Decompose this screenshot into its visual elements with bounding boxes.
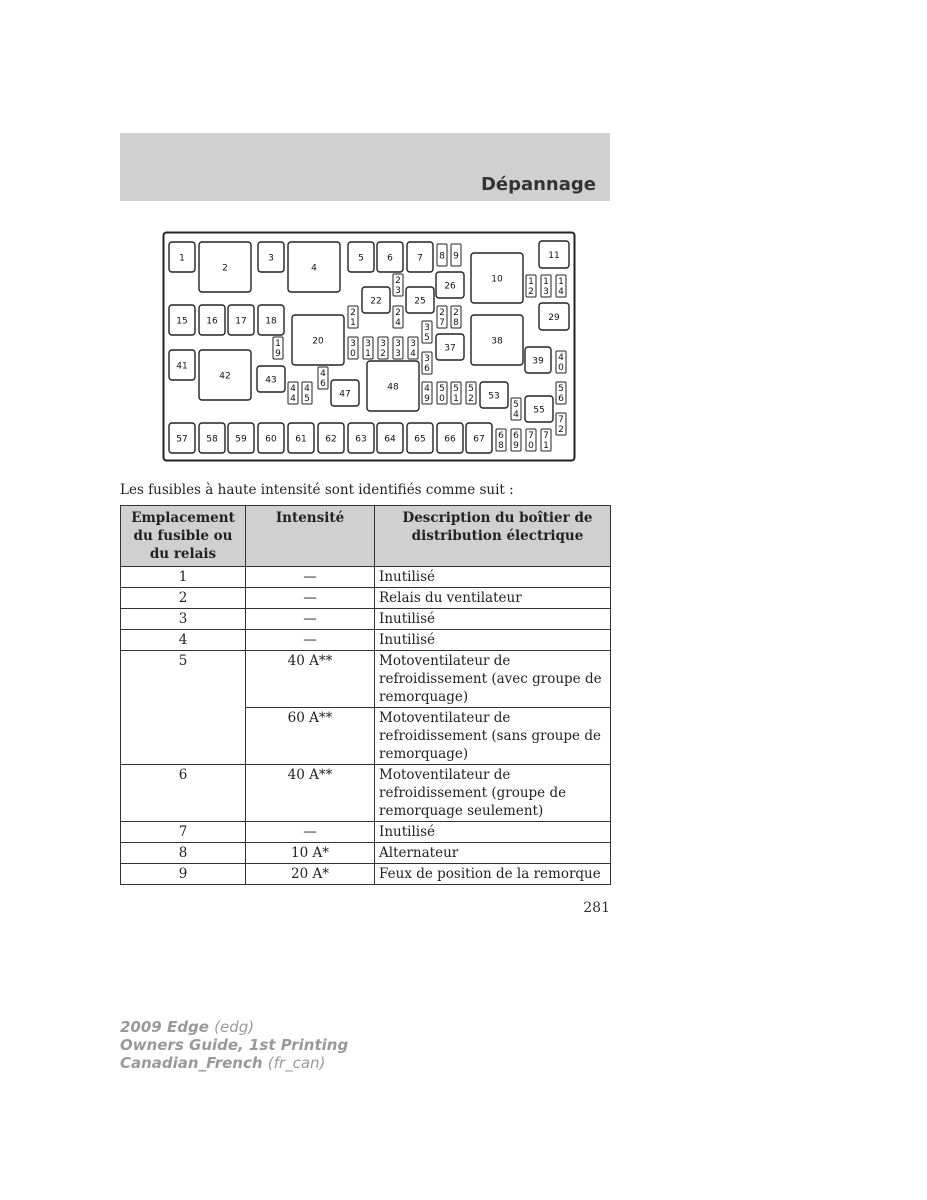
- fuse-slot-label: 2 3: [395, 276, 401, 296]
- cell-location: 7: [121, 822, 246, 843]
- fuse-slot-66: [437, 423, 463, 453]
- fuse-slot-label: 3 6: [424, 354, 430, 374]
- cell-amperage: 40 A**: [246, 651, 375, 708]
- fuse-slot-label: 37: [444, 343, 456, 354]
- table-row: [121, 588, 611, 609]
- fuse-slot-16: [199, 305, 225, 335]
- fuse-slot-label: 29: [548, 313, 560, 323]
- fuse-slot-32: [378, 337, 388, 359]
- cell-amperage: —: [246, 822, 375, 843]
- table-row: [121, 651, 611, 708]
- fuse-slot-label: 2: [222, 263, 228, 274]
- fuse-slot-1: [169, 242, 195, 272]
- cell-description: Inutilisé: [375, 630, 611, 651]
- fuse-slot-label: 4: [311, 263, 317, 274]
- fuse-slot-label: 60: [265, 434, 277, 445]
- fuse-box-diagram: [162, 231, 576, 462]
- fuse-slot-label: 3 4: [410, 339, 416, 359]
- fuse-slot-label: 62: [325, 434, 337, 445]
- fuse-slot-5: [348, 242, 374, 272]
- fuse-slot-51: [451, 382, 461, 404]
- fuse-slot-label: 65: [414, 434, 426, 445]
- fuse-slot-label: 41: [176, 361, 188, 372]
- fuse-slot-53: [480, 382, 508, 408]
- fuse-slot-36: [422, 352, 432, 374]
- fuse-slot-label: 7 0: [528, 431, 534, 451]
- table-row: [121, 822, 611, 843]
- fuse-slot-58: [199, 423, 225, 453]
- fuse-slot-25: [406, 287, 434, 313]
- fuse-slot-label: 7 1: [543, 431, 549, 451]
- fuse-table: [120, 505, 611, 885]
- fuse-slot-label: 57: [176, 434, 188, 445]
- header-location: Emplacement du fusible ou du relais: [121, 506, 246, 567]
- cell-description: Inutilisé: [375, 609, 611, 630]
- cell-description: Inutilisé: [375, 822, 611, 843]
- fuse-slot-26: [436, 272, 464, 298]
- fuse-slot-31: [363, 337, 373, 359]
- fuse-slot-34: [408, 337, 418, 359]
- fuse-slot-label: 5: [358, 253, 364, 264]
- fuse-slot-label: 5 4: [513, 400, 519, 420]
- cell-amperage: —: [246, 588, 375, 609]
- fuse-slot-20: [292, 315, 344, 365]
- fuse-slot-47: [331, 380, 359, 406]
- fuse-slot-19: [273, 337, 283, 359]
- cell-location: 8: [121, 843, 246, 864]
- fuse-slot-30: [348, 337, 358, 359]
- footer-model-code: (edg): [214, 1018, 255, 1036]
- fuse-slot-label: 18: [265, 316, 277, 327]
- fuse-slot-52: [466, 382, 476, 404]
- fuse-slot-label: 9: [453, 251, 459, 262]
- fuse-slot-10: [471, 253, 523, 303]
- fuse-slot-label: 47: [339, 389, 351, 400]
- fuse-slot-label: 20: [312, 336, 324, 347]
- fuse-slot-label: 38: [491, 336, 503, 347]
- fuse-slot-label: 26: [444, 281, 456, 292]
- fuse-slot-label: 66: [444, 434, 456, 445]
- cell-location: 1: [121, 567, 246, 588]
- cell-amperage: —: [246, 567, 375, 588]
- fuse-slot-label: 3 2: [380, 339, 386, 359]
- cell-location: 2: [121, 588, 246, 609]
- fuse-slot-65: [407, 423, 433, 453]
- fuse-slot-49: [422, 382, 432, 404]
- footer-language-code: (fr_can): [267, 1054, 326, 1072]
- fuse-slot-38: [471, 315, 523, 365]
- fuse-slot-label: 2 4: [395, 308, 401, 328]
- cell-location: 3: [121, 609, 246, 630]
- fuse-slot-69: [511, 429, 521, 451]
- fuse-slot-label: 1: [179, 253, 185, 264]
- footer-language: Canadian_French: [120, 1054, 263, 1072]
- fuse-slot-18: [258, 305, 284, 335]
- table-row: [121, 567, 611, 588]
- fuse-slot-59: [228, 423, 254, 453]
- cell-location: 9: [121, 864, 246, 885]
- fuse-slot-41: [169, 350, 195, 380]
- fuse-slot-label: 1 3: [543, 277, 549, 297]
- fuse-slot-label: 55: [533, 405, 545, 416]
- fuse-slot-label: 2 7: [439, 308, 445, 328]
- fuse-slot-label: 16: [206, 316, 218, 327]
- cell-description: Relais du ventilateur: [375, 588, 611, 609]
- table-row: [121, 630, 611, 651]
- fuse-slot-label: 39: [532, 356, 544, 367]
- fuse-slot-64: [377, 423, 403, 453]
- fuse-slot-label: 3 1: [365, 339, 371, 359]
- fuse-slot-label: 3: [268, 253, 274, 264]
- footer-line-2: Owners Guide, 1st Printing: [120, 1036, 349, 1054]
- footer-line-3: [120, 1054, 348, 1072]
- footer: [120, 1018, 348, 1072]
- cell-location: 5: [121, 651, 246, 765]
- fuse-slot-28: [451, 306, 461, 328]
- fuse-slot-label: 1 9: [275, 339, 281, 359]
- fuse-slot-label: 3 3: [395, 339, 401, 359]
- fuse-slot-label: 4 9: [424, 384, 430, 404]
- fuse-slot-8: [437, 244, 447, 266]
- table-row: [121, 609, 611, 630]
- fuse-slot-27: [437, 306, 447, 328]
- fuse-slot-61: [288, 423, 314, 453]
- fuse-slot-label: 8: [439, 251, 445, 262]
- table-row: [121, 864, 611, 885]
- fuse-slot-label: 5 0: [439, 384, 445, 404]
- cell-amperage: 60 A**: [246, 708, 375, 765]
- fuse-slot-9: [451, 244, 461, 266]
- cell-description: Inutilisé: [375, 567, 611, 588]
- fuse-slot-label: 59: [235, 434, 247, 445]
- fuse-slot-3: [258, 242, 284, 272]
- fuse-slot-42: [199, 350, 251, 400]
- fuse-slot-label: 3 0: [350, 339, 356, 359]
- fuse-slot-12: [526, 275, 536, 297]
- cell-description: Alternateur: [375, 843, 611, 864]
- fuse-slot-67: [466, 423, 492, 453]
- fuse-slot-label: 2 1: [350, 308, 356, 328]
- fuse-slot-2: [199, 242, 251, 292]
- fuse-slot-29: [539, 303, 569, 330]
- page-number: 281: [583, 900, 610, 916]
- fuse-slot-label: 6 8: [498, 431, 504, 451]
- fuse-slot-44: [288, 382, 298, 404]
- fuse-slot-4: [288, 242, 340, 292]
- fuse-slot-label: 10: [491, 274, 503, 285]
- cell-amperage: —: [246, 630, 375, 651]
- footer-line-1: [120, 1018, 348, 1036]
- table-header-row: [121, 506, 611, 567]
- cell-location: 4: [121, 630, 246, 651]
- fuse-slot-57: [169, 423, 195, 453]
- fuse-slot-6: [377, 242, 403, 272]
- fuse-slot-label: 64: [384, 434, 396, 445]
- fuse-slot-label: 4 6: [320, 369, 326, 389]
- fuse-slot-72: [556, 413, 566, 435]
- fuse-slot-54: [511, 398, 521, 420]
- cell-amperage: 20 A*: [246, 864, 375, 885]
- cell-amperage: 10 A*: [246, 843, 375, 864]
- fuse-slot-55: [525, 396, 553, 422]
- fuse-slot-label: 58: [206, 434, 218, 445]
- fuse-slot-14: [556, 275, 566, 297]
- table-row: [121, 765, 611, 822]
- fuse-slot-17: [228, 305, 254, 335]
- cell-description: Feux de position de la remorque: [375, 864, 611, 885]
- section-header-band: [120, 133, 610, 201]
- fuse-slot-label: 7: [417, 253, 423, 264]
- fuse-slot-label: 1 2: [528, 277, 534, 297]
- fuse-slot-60: [258, 423, 284, 453]
- fuse-slot-7: [407, 242, 433, 272]
- fuse-slot-46: [318, 367, 328, 389]
- fuse-box-svg: [162, 231, 576, 462]
- fuse-slot-68: [496, 429, 506, 451]
- fuse-slot-label: 15: [176, 316, 188, 327]
- fuse-slot-label: 61: [295, 434, 307, 445]
- cell-location: 6: [121, 765, 246, 822]
- fuse-slot-37: [436, 334, 464, 360]
- fuse-slot-label: 25: [414, 296, 426, 307]
- fuse-slot-label: 5 6: [558, 384, 564, 404]
- fuse-slot-45: [302, 382, 312, 404]
- header-amperage: Intensité: [246, 506, 375, 567]
- fuse-slot-label: 43: [265, 375, 277, 386]
- intro-text: Les fusibles à haute intensité sont identifiés comme suit :: [120, 482, 514, 498]
- fuse-slot-label: 11: [548, 251, 560, 261]
- cell-description: Motoventilateur de refroidissement (groupe de remorquage seulement): [375, 765, 611, 822]
- fuse-slot-63: [348, 423, 374, 453]
- cell-amperage: —: [246, 609, 375, 630]
- table-row: [121, 843, 611, 864]
- fuse-slot-label: 1 4: [558, 277, 564, 297]
- fuse-slot-35: [422, 321, 432, 343]
- fuse-slot-label: 3 5: [424, 323, 430, 343]
- fuse-slot-label: 63: [355, 434, 367, 445]
- fuse-slot-11: [539, 241, 569, 268]
- fuse-slot-label: 4 5: [304, 384, 310, 404]
- cell-description: Motoventilateur de refroidissement (avec groupe de remorquage): [375, 651, 611, 708]
- fuse-slot-label: 17: [235, 316, 247, 327]
- fuse-slot-56: [556, 382, 566, 404]
- fuse-slot-label: 53: [488, 391, 500, 402]
- footer-model: 2009 Edge: [120, 1018, 209, 1036]
- fuse-slot-label: 6: [387, 253, 393, 264]
- header-description: Description du boîtier de distribution électrique: [375, 506, 611, 567]
- fuse-slot-label: 22: [370, 296, 382, 307]
- fuse-slot-15: [169, 305, 195, 335]
- fuse-slot-label: 6 9: [513, 431, 519, 451]
- fuse-slot-22: [362, 287, 390, 313]
- fuse-slot-label: 42: [219, 371, 231, 382]
- fuse-slot-48: [367, 361, 419, 411]
- fuse-slot-label: 5 1: [453, 384, 459, 404]
- cell-description: Motoventilateur de refroidissement (sans groupe de remorquage): [375, 708, 611, 765]
- fuse-slot-label: 67: [473, 434, 485, 445]
- fuse-slot-43: [257, 366, 285, 392]
- fuse-slot-13: [541, 275, 551, 297]
- fuse-slot-label: 2 8: [453, 308, 459, 328]
- fuse-slot-24: [393, 306, 403, 328]
- fuse-slot-label: 5 2: [468, 384, 474, 404]
- fuse-slot-label: 48: [387, 382, 399, 393]
- fuse-slot-62: [318, 423, 344, 453]
- fuse-slot-label: 4 0: [558, 353, 564, 373]
- fuse-slot-label: 7 2: [558, 415, 564, 435]
- fuse-slot-39: [525, 347, 551, 373]
- fuse-slot-21: [348, 306, 358, 328]
- section-title: Dépannage: [480, 174, 596, 195]
- fuse-slot-33: [393, 337, 403, 359]
- fuse-slot-71: [541, 429, 551, 451]
- fuse-slot-70: [526, 429, 536, 451]
- fuse-slot-50: [437, 382, 447, 404]
- fuse-slot-23: [393, 274, 403, 296]
- cell-amperage: 40 A**: [246, 765, 375, 822]
- fuse-slot-40: [556, 351, 566, 373]
- fuse-slot-label: 4 4: [290, 384, 296, 404]
